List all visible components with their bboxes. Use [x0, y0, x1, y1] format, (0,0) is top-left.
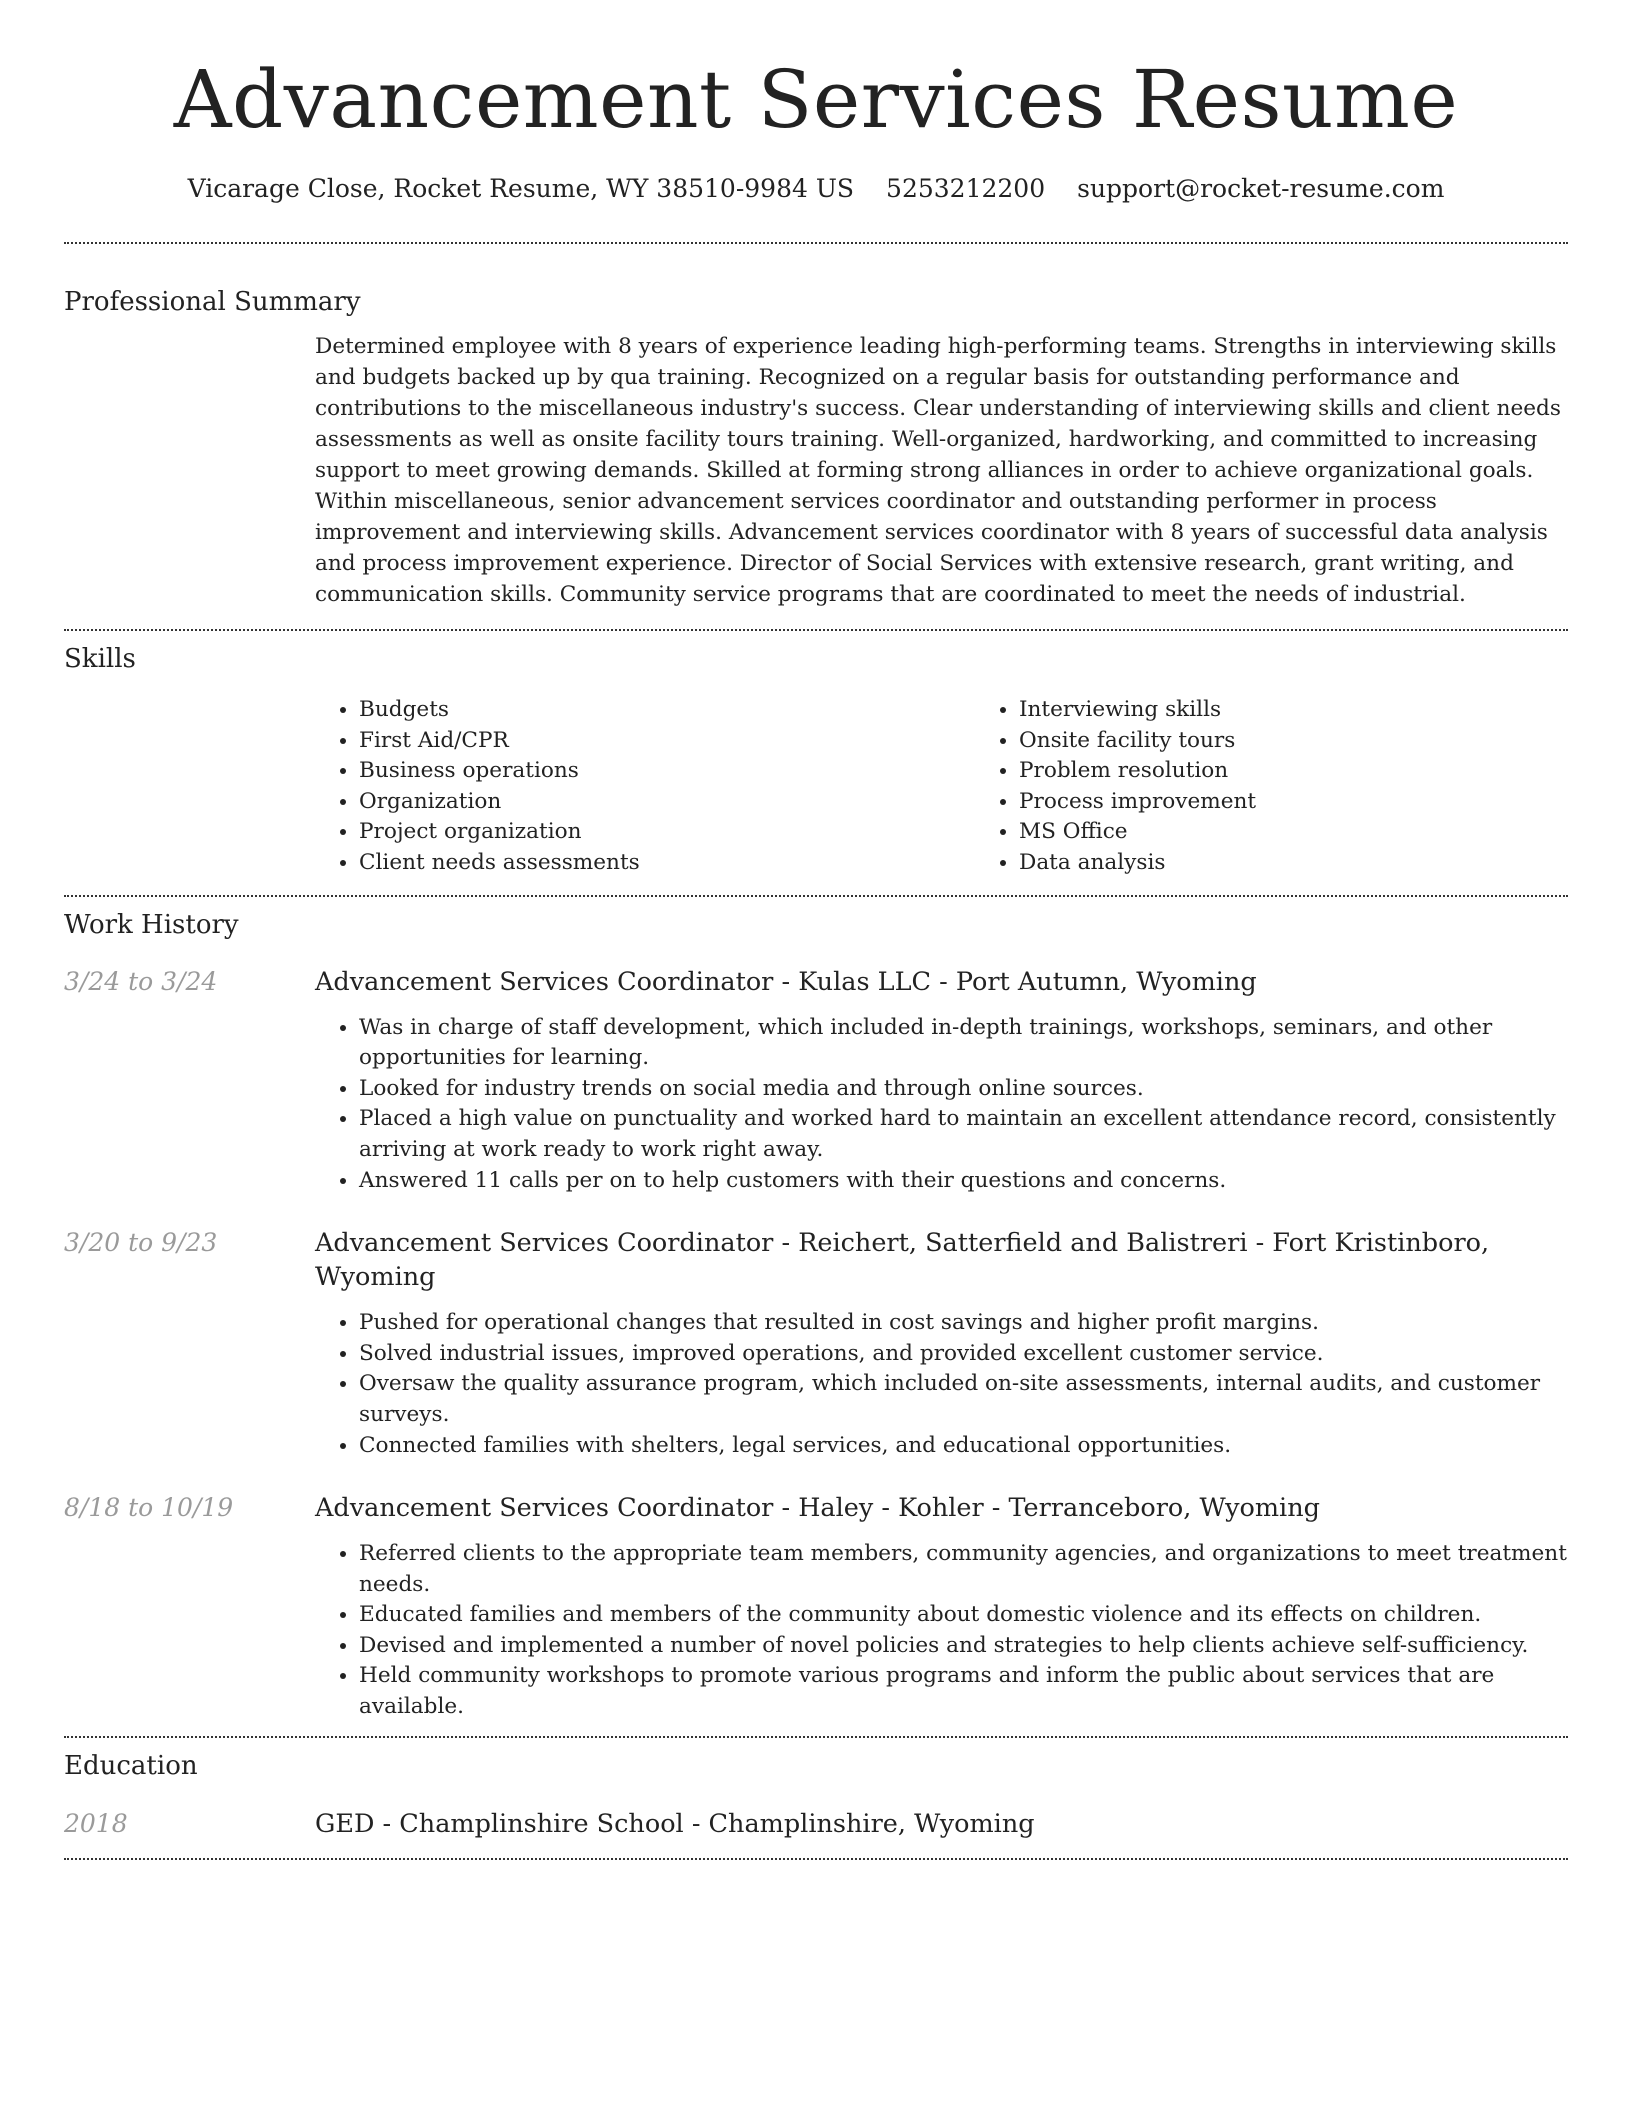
summary-text: Determined employee with 8 years of experience leading high-performing teams. Strengths in interviewing skills and budgets backed up by qua training. Recognized on a regular basis for outstanding performance and contributions to the miscellaneous industry's success. Clear understanding of interviewing skills and client needs assessments as well as onsite facility tours training. Well-organized, hardworking, and committed to increasing support to meet growing demands. Skilled at forming strong alliances in order to achieve organizational goals. Within miscellaneous, senior advancement services coordinator and outstanding performer in process improvement and interviewing skills. Advancement services coordinator with 8 years of successful data analysis and process improvement experience. Director of Social Services with extensive research, grant writing, and communication skills. Community service programs that are coordinated to meet the needs of industrial.: [315, 334, 1561, 607]
job-bullets: [315, 1013, 1568, 1197]
skills-heading: Skills: [64, 644, 136, 674]
job-bullets: [315, 1308, 1568, 1461]
education-title: GED - Champlinshire School - Champlinshire, Wyoming: [315, 1808, 1035, 1839]
job-details: [315, 1491, 1568, 1723]
job-title: Advancement Services Coordinator - Kulas LLC - Port Autumn, Wyoming: [315, 966, 1257, 997]
job-bullet: • Pushed for operational changes that resulted in cost savings and higher profit margins.: [359, 1308, 1568, 1339]
job-title: Advancement Services Coordinator - Haley - Kohler - Terranceboro, Wyoming: [315, 1493, 1320, 1524]
job-bullet: • Referred clients to the appropriate team members, community agencies, and organizations to meet treatment needs.: [359, 1539, 1568, 1600]
job-bullet: • Devised and implemented a number of novel policies and strategies to help clients achieve self-sufficiency.: [359, 1631, 1568, 1662]
job-dates: 3/24 to 3/24: [64, 966, 218, 996]
job-details: [315, 1226, 1568, 1461]
contact-address: Vicarage Close, Rocket Resume, WY 38510-9984 US: [187, 174, 855, 203]
section-divider: [64, 242, 1568, 244]
section-divider: [64, 895, 1568, 897]
contact-info: [64, 172, 1568, 206]
section-divider: [64, 1858, 1568, 1860]
job-bullet: • Connected families with shelters, legal services, and educational opportunities.: [359, 1431, 1568, 1462]
skill-item: • Client needs assessments: [359, 848, 975, 879]
education-year: 2018: [64, 1808, 128, 1838]
education-heading: Education: [64, 1750, 198, 1781]
job-title: Advancement Services Coordinator - Reichert, Satterfield and Balistreri - Fort Kristinboro, Wyoming: [315, 1228, 1490, 1293]
contact-email: support@rocket-resume.com: [1077, 174, 1445, 203]
job-bullet: • Placed a high value on punctuality and worked hard to maintain an excellent attendance record, consistently arriving at work ready to work right away.: [359, 1104, 1568, 1165]
skills-column-right: [975, 695, 1632, 879]
job-entry: [64, 1491, 1568, 1723]
skill-item: • Onsite facility tours: [1019, 726, 1632, 757]
skill-item: • Budgets: [359, 695, 975, 726]
job-bullet: • Held community workshops to promote various programs and inform the public about services that are available.: [359, 1661, 1568, 1722]
job-bullet: • Educated families and members of the community about domestic violence and its effects on children.: [359, 1600, 1568, 1631]
job-dates: 8/18 to 10/19: [64, 1493, 234, 1523]
skill-item: • Project organization: [359, 817, 975, 848]
skill-item: • Interviewing skills: [1019, 695, 1632, 726]
summary-heading: Professional Summary: [64, 287, 361, 317]
job-entry: [64, 1226, 1568, 1461]
education-entry: [64, 1807, 1568, 1841]
section-divider: [64, 629, 1568, 631]
skill-item: • First Aid/CPR: [359, 726, 975, 757]
skill-item: • Data analysis: [1019, 848, 1632, 879]
job-dates: 3/20 to 9/23: [64, 1228, 218, 1258]
skill-item: • Process improvement: [1019, 787, 1632, 818]
job-bullet: • Was in charge of staff development, which included in-depth trainings, workshops, seminars, and other opportunities for learning.: [359, 1013, 1568, 1074]
job-bullet: • Solved industrial issues, improved operations, and provided excellent customer service.: [359, 1339, 1568, 1370]
skill-item: • Business operations: [359, 756, 975, 787]
work-history-heading: Work History: [64, 909, 239, 940]
job-entry: [64, 965, 1568, 1197]
contact-phone: 5253212200: [886, 174, 1046, 203]
skills-list: [315, 695, 1568, 879]
job-bullet: • Oversaw the quality assurance program, which included on-site assessments, internal audits, and customer surveys.: [359, 1369, 1568, 1430]
skill-item: • Problem resolution: [1019, 756, 1632, 787]
job-details: [315, 965, 1568, 1197]
job-bullet: • Looked for industry trends on social media and through online sources.: [359, 1074, 1568, 1105]
skills-column-left: [315, 695, 975, 879]
job-bullet: • Answered 11 calls per on to help customers with their questions and concerns.: [359, 1166, 1568, 1197]
resume-title: Advancement Services Resume: [173, 53, 1459, 146]
section-divider: [64, 1736, 1568, 1738]
skill-item: • Organization: [359, 787, 975, 818]
job-bullets: [315, 1539, 1568, 1723]
skill-item: • MS Office: [1019, 817, 1632, 848]
